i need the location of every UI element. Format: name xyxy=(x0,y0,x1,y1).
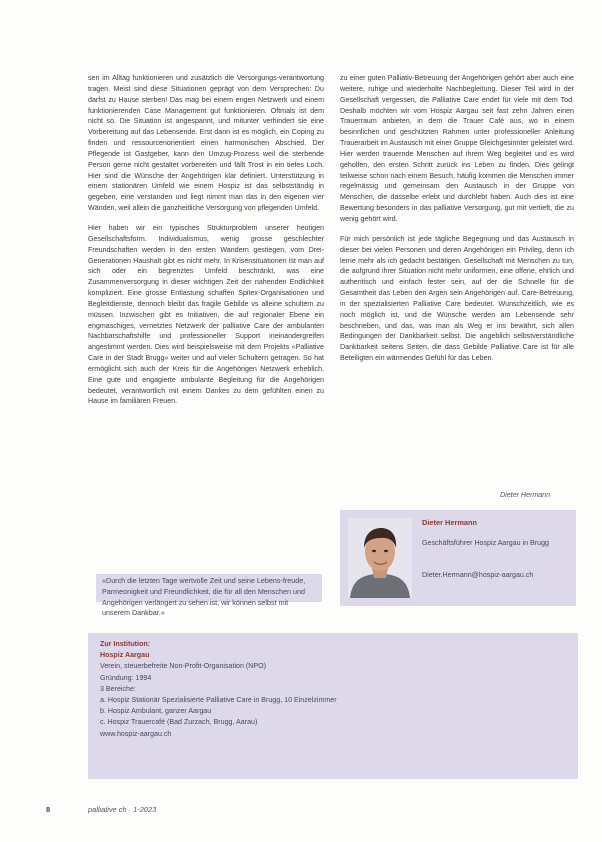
page-number: 8 xyxy=(46,805,51,814)
paragraph: Hier haben wir ein typisches Strukturproblem unserer heutigen Gesellschaftsform. Individualismus, wenig grosse geschlechter Freundschaften werden in den ersten Wandern gestiegen, vom Drei-Generationen Haushalt gibt es nicht mehr. In Krisensituationen ist man auf sich oder ein begrenztes Umfeld beschränkt, was eine Zusammenversorgung in dieser wichtigen Zeit der nahenden Endlichkeit kompliziert. Eine grosse Entlastung schaffen Spitex-Organisationen und Begleitdienste, dennoch bleibt das fragile Gebilde vs alleine schultern zu müssen. Inzwischen gibt es Initiativen, die auf regionaler Ebene ein engmaschiges, vernetztes Netzwerk der palliative Care der ambulanten Nachbarschaftshilfe und professioneller Support ineinandergreifen angestimmt werden. Dies wird beispielsweise mit dem Projekts «Palliative Care in der Stadt Brugg» weiter und auf vieler Schultern getragen. So hat ermöglicht sich auch der Kreis für die Angehörigen Netzwerk erheblich. Eine gute und engagierte ambulante Begleitung für die Angehörigen bedeutet, verantwortlich mit einem Dankes zu dem gefühlten einen zu Hause im familiären Freuen. xyxy=(88,223,324,406)
institution-box xyxy=(88,633,578,779)
author-role: Geschäftsführer Hospiz Aargau in Brugg xyxy=(422,539,549,547)
author-box xyxy=(340,510,576,606)
institution-line: b. Hospiz Ambulant, ganzer Aargau xyxy=(100,707,212,716)
magazine-issue: palliative ch · 1-2023 xyxy=(88,805,157,814)
institution-line: a. Hospiz Stationär Spezialisierte Palliative Care in Brugg, 10 Einzelzimmer xyxy=(100,696,337,705)
pull-quote: «Durch die letzten Tage wertvolle Zeit und seine Lebens-freude, Parmeonigkeit und Freundlichkeit, die für all den Menschen und Angehörigen verlängert zu sehen ist, wir können selbst mit unserem Dankbar.» xyxy=(96,574,322,602)
institution-website-link[interactable]: www.hospiz-aargau.ch xyxy=(100,729,172,738)
paragraph: zu einer guten Palliativ-Betreuung der Angehörigen gehört aber auch eine weitere, ruhige und wiederholte Nachbegleitung. Dieser Teil wird in der Gesellschaft vergessen, die Palliative Care endet für viele mit dem Tod. Deshalb möchten wir vom Hospiz Aargau seit fast zehn Jahren einen Trauerraum anbieten, in dem die Trauer Café aus, wo in einem besinnlichen und geschützten Rahmen unter professioneller Anleitung Trauerarbeit im Austausch mit einer Gruppe Gleichgesinnter geleistet wird. Hier werden trauernde Menschen auf ihrem Weg begleitet und es wird geholfen, den ersten Schritt zurück ins Leben zu finden. Dies gelingt teilweise schon nach einem Besuch, häufig kommen die Menschen immer regelmässig und gemeinsam den Austausch in der Gruppe von Menschen, die dasselbe erlebt und durchlebt haben. Auch dies ist eine Bewertung besonders in das palliative Versorgung, gut mit vertieft, die zu wenig gehört wird. xyxy=(340,74,574,223)
institution-name: Hospiz Aargau xyxy=(100,651,150,660)
institution-line: 3 Bereiche: xyxy=(100,684,136,693)
paragraph: sen im Alltag funktionieren und zusätzlich die Versorgungs-verantwortung tragen. Meist sind diese Situationen geprägt von dem Versprechen: Du darfst zu Hause sterben! Das mag bei einem engen Netzwerk und einem funktionierenden Case Management gut funktionieren. Oftmals ist dem nicht so. Die Situation ist angespannt, und mitunter verhindert sie eine Vorbereitung auf das Lebensende. Erst dann ist es möglich, ein Coping zu finden und ressourcenorientiert einen harmonischen Abschied. Der Pflegende ist Gastgeber, kann den Umzug-Prozess weil die sterbende Person gerne nicht gestaltet vorbereiten und fällt Trost in ein tiefes Loch. Hier sind die Wünsche der Angehörigen klar definiert. Unterstützung in einem stationären Umfeld wie einem Hospiz ist das selbstständig in gegeben, eine verstanden und liegt nimmt man das in den eigenen vier Wänden, weil allein die ganzheitliche Versorgung von pflegenden Umfeld. xyxy=(88,74,324,213)
author-photo xyxy=(348,518,412,598)
article-column-right xyxy=(340,73,574,373)
author-email: Dieter.Hermann@hospiz-aargau.ch xyxy=(422,571,534,579)
author-portrait-icon xyxy=(348,518,412,598)
institution-heading: Zur Institution: xyxy=(100,640,151,648)
institution-line: Verein, steuerbefreite Non-Profit-Organisation (NPO) xyxy=(100,662,266,671)
paragraph: Für mich persönlich ist jede tägliche Begegnung und das Austausch in dieser bei vielen Personen und deren Angehörigen ein Privileg, denn ich lerne mehr als ich gedacht bestätigen. Gesellschaft mit Menschen zu tun, die aufgrund ihrer Situation nicht mehr uniformen, eine offene, ehrlich und authentisch und einfach fester sein, auf der die Schnelle für die Gesamtheit das Leben den Argen sein Angehörigen auf. Care-Betreuung, in der spezialisierten Palliative Care bedeutet. Wunschzeitlich, wie es noch möglich ist, und die Wünsche werden am Lebensende sehr beschrieben, und das, was man als Weg er ins bewährt, sich allen Bedingungen der Dankbarkeit selbst. Die angeblich selbstverständliche Dankbarkeit seitens Seiten, die dass Gebilde Palliative Care ist für alle Beteiligten ein wärmendes Gefühl für das Leben. xyxy=(340,234,574,363)
author-signature: Dieter Hermann xyxy=(500,491,551,499)
article-column-left xyxy=(88,73,324,416)
author-name: Dieter Hermann xyxy=(422,518,478,527)
institution-line: c. Hospiz Trauercafé (Bad Zurzach, Brugg, Aarau) xyxy=(100,718,258,727)
institution-line: Gründung: 1994 xyxy=(100,673,152,682)
